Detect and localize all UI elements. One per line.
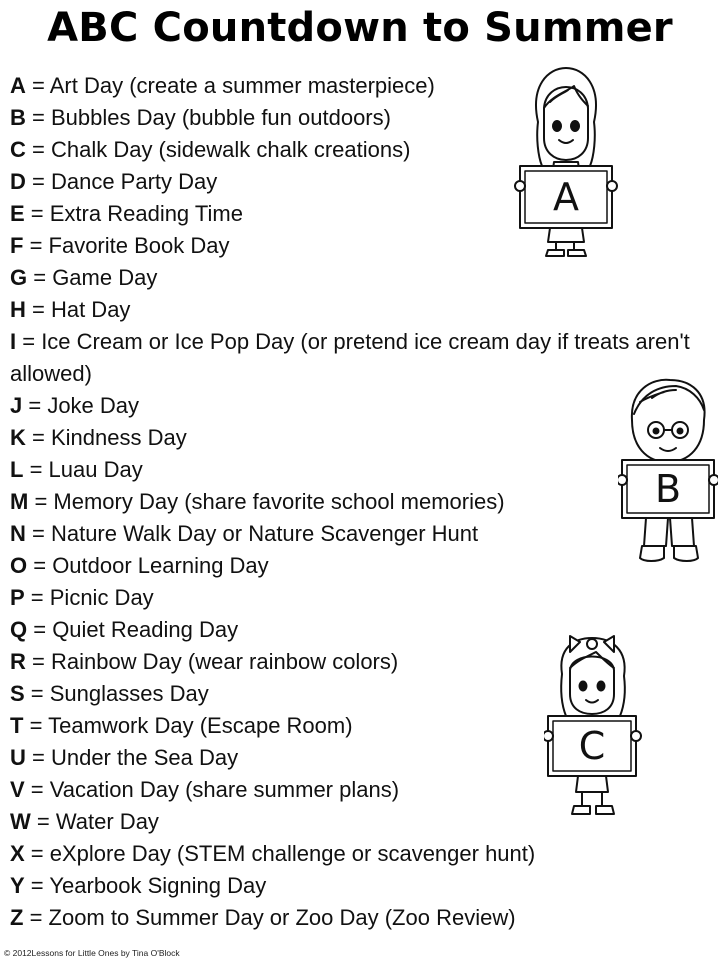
item-letter: O <box>10 553 28 578</box>
list-item <box>10 454 700 486</box>
item-text: = Vacation Day (share summer plans) <box>24 777 400 802</box>
item-letter: I <box>10 329 17 354</box>
item-text: = Quiet Reading Day <box>27 617 239 642</box>
item-letter: E <box>10 201 25 226</box>
item-letter: A <box>10 73 26 98</box>
girl-with-bow-holding-sign-illustration <box>544 634 642 820</box>
item-letter: U <box>10 745 26 770</box>
item-text: = Favorite Book Day <box>23 233 230 258</box>
item-text: = Art Day (create a summer masterpiece) <box>25 73 435 98</box>
item-letter: S <box>10 681 25 706</box>
item-text: = Memory Day (share favorite school memories) <box>28 489 505 514</box>
item-text: = Joke Day <box>22 393 140 418</box>
item-text: = Under the Sea Day <box>25 745 239 770</box>
item-text: = Bubbles Day (bubble fun outdoors) <box>25 105 391 130</box>
list-item <box>10 486 700 518</box>
item-letter: T <box>10 713 24 738</box>
item-letter: R <box>10 649 26 674</box>
item-letter: B <box>10 105 26 130</box>
list-item <box>10 582 700 614</box>
item-letter: Y <box>10 873 25 898</box>
item-text: = Outdoor Learning Day <box>27 553 269 578</box>
list-item <box>10 262 700 294</box>
item-text: = Water Day <box>30 809 159 834</box>
list-item <box>10 902 700 934</box>
item-text: = Yearbook Signing Day <box>24 873 267 898</box>
sign-letter-a: A <box>553 175 579 219</box>
item-text: = Teamwork Day (Escape Room) <box>23 713 353 738</box>
item-letter: Z <box>10 905 24 930</box>
item-text: = Sunglasses Day <box>24 681 209 706</box>
item-letter: C <box>10 137 26 162</box>
item-text: = Zoom to Summer Day or Zoo Day (Zoo Review) <box>23 905 516 930</box>
list-item <box>10 518 700 550</box>
item-text: = Rainbow Day (wear rainbow colors) <box>25 649 399 674</box>
copyright-footer: © 2012Lessons for Little Ones by Tina O'Block <box>4 948 180 958</box>
item-letter: D <box>10 169 26 194</box>
item-letter: L <box>10 457 24 482</box>
item-letter: P <box>10 585 25 610</box>
item-letter: X <box>10 841 25 866</box>
item-text: = Nature Walk Day or Nature Scavenger Hunt <box>25 521 479 546</box>
item-letter: Q <box>10 617 28 642</box>
item-letter: J <box>10 393 23 418</box>
item-text: = Luau Day <box>23 457 143 482</box>
list-item <box>10 838 700 870</box>
item-letter: V <box>10 777 25 802</box>
page-title: ABC Countdown to Summer <box>47 5 673 51</box>
girl-holding-sign-illustration <box>512 66 620 258</box>
sign-letter-b: B <box>654 467 682 511</box>
item-text: = Game Day <box>27 265 158 290</box>
item-text: = Chalk Day (sidewalk chalk creations) <box>25 137 411 162</box>
item-letter: N <box>10 521 26 546</box>
item-letter: M <box>10 489 29 514</box>
item-letter: H <box>10 297 26 322</box>
list-item <box>10 550 700 582</box>
item-text: = Dance Party Day <box>25 169 218 194</box>
item-letter: K <box>10 425 26 450</box>
item-letter: W <box>10 809 31 834</box>
item-text: = Extra Reading Time <box>24 201 243 226</box>
item-text: = eXplore Day (STEM challenge or scavenger hunt) <box>24 841 536 866</box>
list-item <box>10 326 700 390</box>
list-item <box>10 294 700 326</box>
item-text: = Kindness Day <box>25 425 187 450</box>
item-letter: G <box>10 265 28 290</box>
list-item <box>10 390 700 422</box>
list-item <box>10 422 700 454</box>
boy-holding-sign-illustration <box>618 376 718 568</box>
sign-letter-c: C <box>578 724 606 768</box>
item-text: = Picnic Day <box>24 585 154 610</box>
item-letter: F <box>10 233 24 258</box>
item-text: = Ice Cream or Ice Pop Day (or pretend ice cream day if treats aren't allowed) <box>10 329 690 386</box>
item-text: = Hat Day <box>25 297 131 322</box>
list-item <box>10 870 700 902</box>
